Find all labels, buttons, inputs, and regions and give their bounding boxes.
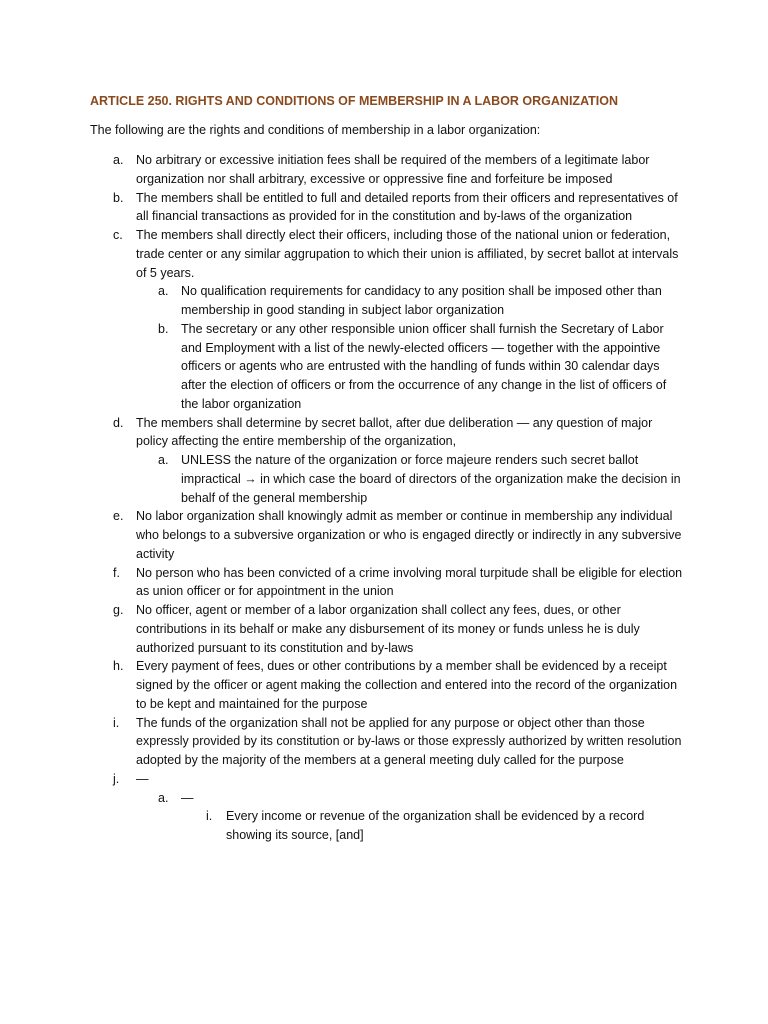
list-marker: b. [113,190,124,205]
list-item-text: — [136,771,149,786]
sub-list-item [0,320,768,414]
list-item-text: The secretary or any other responsible union officer shall furnish the Secretary of Labor and Employment with a list of the newly-elected officers — together with the appointive officers or agents who are entrusted with the handling of funds within 30 calendar days after the election of officers or from the occurrence of any change in the list of officers of the labor organization [181,321,667,411]
sub-sub-list-item [0,807,768,845]
list-item [0,189,768,227]
list-item [0,226,768,282]
list-marker: a. [113,153,124,167]
list-item-text: The members shall be entitled to full and detailed reports from their officers and representatives of all financial transactions as provided for in the constitution and by-laws of the organization [136,190,678,224]
intro-paragraph: The following are the rights and conditions of membership in a labor organization: [90,123,541,137]
list-item-text: No person who has been convicted of a crime involving moral turpitude shall be eligible for election as union officer or for appointment in the union [136,565,683,599]
list-marker: h. [113,659,124,674]
list-item-text: No qualification requirements for candidacy to any position shall be imposed other than membership in good standing in subject labor organization [181,284,662,317]
list-marker: i. [206,809,213,824]
list-item-text: — [181,790,194,805]
list-marker: g. [113,603,124,617]
sub-list-item [0,451,768,507]
conditions-list [0,151,768,845]
article-title: ARTICLE 250. RIGHTS AND CONDITIONS OF MEMBERSHIP IN A LABOR ORGANIZATION [90,94,619,108]
sub-list-item [0,789,768,808]
list-item [0,151,768,189]
list-marker: f. [113,565,120,580]
list-marker: i. [113,715,120,730]
list-item-text: The members shall determine by secret ballot, after due deliberation — any question of major policy affecting the entire membership of the organization, [136,415,653,449]
list-item-text: Every income or revenue of the organization shall be evidenced by a record showing its source, [and] [226,809,645,842]
list-marker: c. [113,228,123,242]
list-item [0,564,768,602]
list-item [0,657,768,713]
list-item [0,770,768,789]
list-item [0,507,768,563]
list-marker: b. [158,321,169,336]
list-marker: a. [158,790,169,805]
list-item [0,601,768,657]
list-marker: a. [158,284,169,299]
list-marker: j. [113,771,120,786]
list-item [0,414,768,452]
list-item-text: UNLESS the nature of the organization or force majeure renders such secret ballot impractical → in which case the board of directors of the organization make the decision in behalf of the general membership [181,453,681,505]
list-item [0,714,768,770]
list-item-text: Every payment of fees, dues or other contributions by a member shall be evidenced by a receipt signed by the officer or agent making the collection and entered into the record of the organization to be kept and maintained for the purpose [136,659,678,711]
list-marker: a. [158,453,169,467]
sub-list-item [0,282,768,320]
list-item-text: The funds of the organization shall not be applied for any purpose or object other than those expressly provided by its constitution or by-laws or those expressly authorized by written resolution adopted by the majority of the members at a general meeting duly called for the purpose [136,715,682,767]
list-marker: e. [113,509,124,524]
list-item-text: The members shall directly elect their officers, including those of the national union or federation, trade center or any similar aggrupation to which their union is affiliated, by secret ballot at intervals of 5 years. [136,228,679,280]
list-item-text: No labor organization shall knowingly admit as member or continue in membership any individual who belongs to a subversive organization or who is engaged directly or indirectly in any subversive activity [136,509,682,561]
list-marker: d. [113,415,124,430]
list-item-text: No officer, agent or member of a labor organization shall collect any fees, dues, or other contributions in its behalf or make any disbursement of its money or funds unless he is duly authorized pursuant to its constitution and by-laws [136,603,640,655]
list-item-text: No arbitrary or excessive initiation fees shall be required of the members of a legitimate labor organization nor shall arbitrary, excessive or oppressive fine and forfeiture be imposed [136,153,650,186]
